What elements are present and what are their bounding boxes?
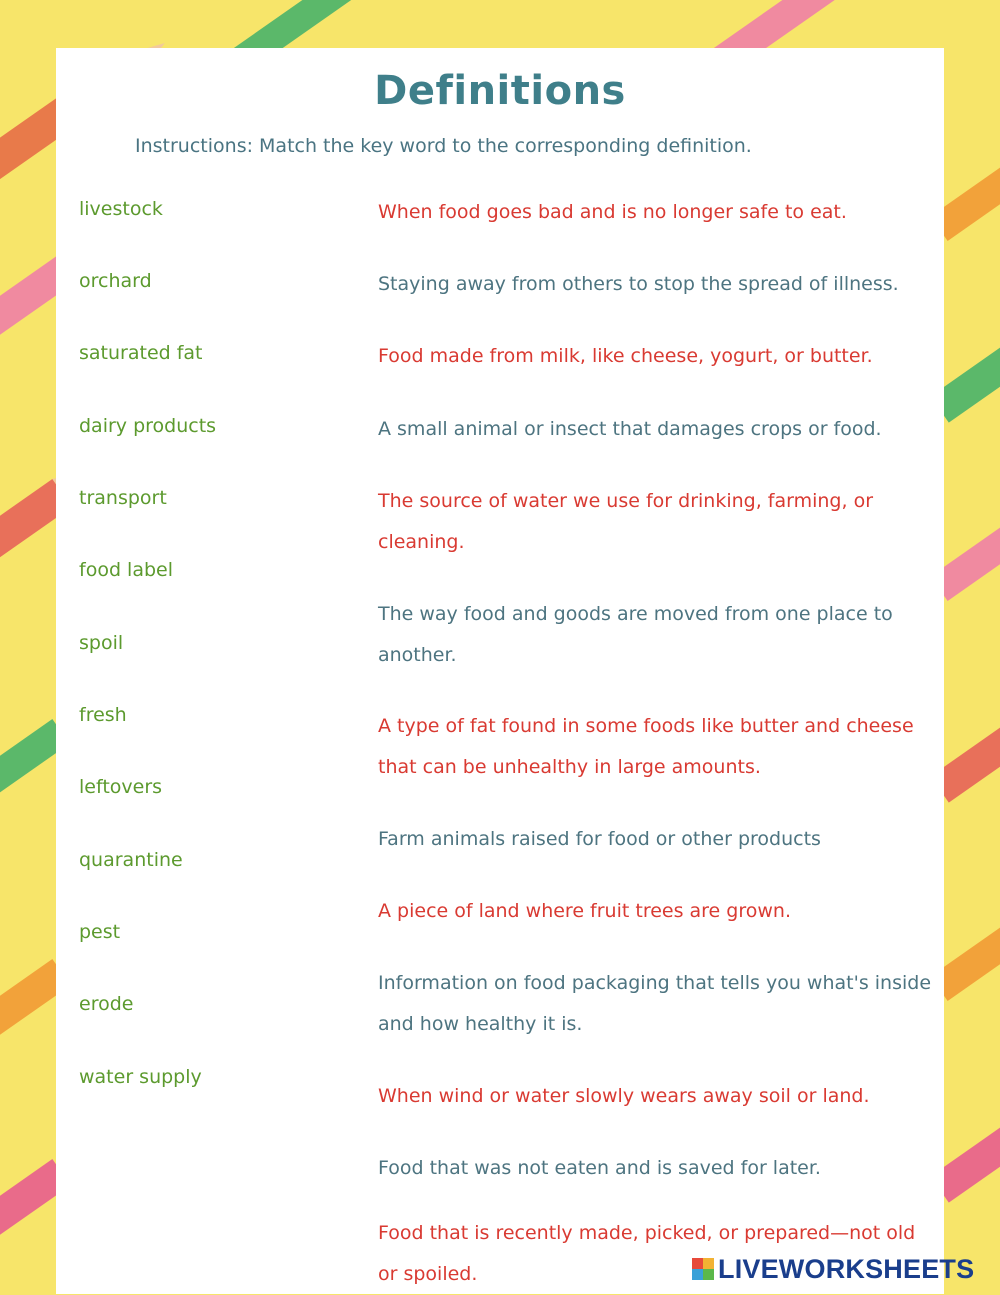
liveworksheets-branding: [692, 1254, 974, 1284]
definition-text: The source of water we use for drinking, farming, or cleaning.: [378, 490, 874, 553]
definition-text: A piece of land where fruit trees are grown.: [378, 900, 791, 922]
liveworksheets-wordmark: LIVEWORKSHEETS: [718, 1253, 975, 1284]
definition-text: Food that was not eaten and is saved for later.: [378, 1157, 821, 1179]
key-word: spoil: [79, 632, 124, 654]
key-word: erode: [79, 993, 134, 1015]
definition-text: Food made from milk, like cheese, yogurt, or butter.: [378, 345, 873, 367]
page-title: Definitions: [374, 68, 626, 114]
definition-text: Farm animals raised for food or other products: [378, 828, 821, 850]
key-word: food label: [79, 559, 173, 581]
definition-text: A type of fat found in some foods like butter and cheese that can be unhealthy in large amounts.: [378, 715, 914, 778]
definition-text: Staying away from others to stop the spread of illness.: [378, 273, 899, 295]
key-word: pest: [79, 921, 121, 943]
instructions-text: Instructions: Match the key word to the corresponding definition.: [135, 135, 752, 157]
key-word: water supply: [79, 1066, 202, 1088]
key-word: orchard: [79, 270, 152, 292]
key-word: fresh: [79, 704, 127, 726]
definition-text: A small animal or insect that damages crops or food.: [378, 418, 882, 440]
key-word: leftovers: [79, 776, 163, 798]
key-word: livestock: [79, 198, 163, 220]
definition-text: Information on food packaging that tells you what's inside and how healthy it is.: [378, 972, 932, 1035]
key-word: saturated fat: [79, 342, 203, 364]
key-word: dairy products: [79, 415, 217, 437]
definition-text: The way food and goods are moved from one place to another.: [378, 603, 893, 666]
definition-text: Food that is recently made, picked, or prepared—not old or spoiled.: [378, 1222, 916, 1285]
key-word: transport: [79, 487, 167, 509]
definition-text: When food goes bad and is no longer safe to eat.: [378, 201, 847, 223]
key-word: quarantine: [79, 849, 183, 871]
definition-text: When wind or water slowly wears away soil or land.: [378, 1085, 870, 1107]
liveworksheets-logo-icon: [692, 1258, 714, 1280]
